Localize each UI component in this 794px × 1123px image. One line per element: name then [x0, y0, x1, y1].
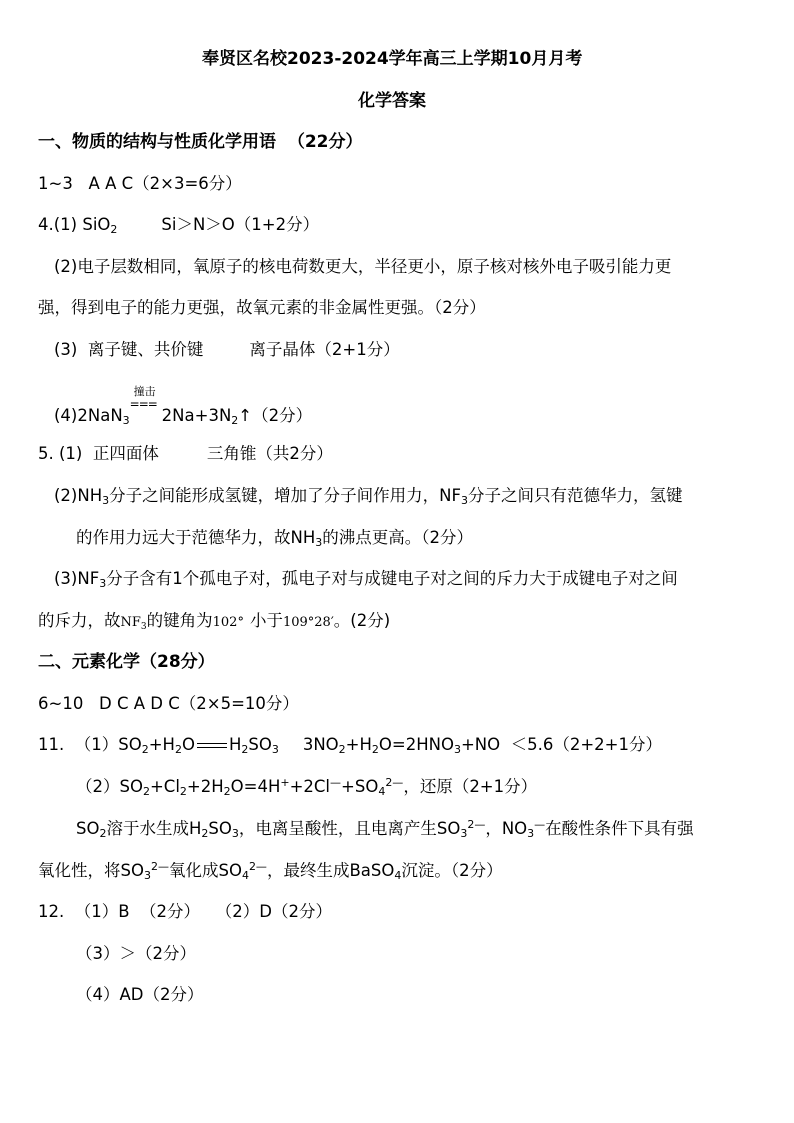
- subscript: 2: [179, 785, 187, 798]
- text: （2）SO: [76, 777, 143, 796]
- q4-3-crystal-type: 离子晶体（2+1分）: [249, 340, 400, 359]
- text: 3NO: [302, 735, 339, 754]
- subscript: 3: [527, 827, 535, 840]
- reaction-arrow-with-condition: [129, 385, 162, 427]
- text: SO: [208, 819, 232, 838]
- answer-q11-3-line2: [38, 860, 503, 882]
- subscript: 2: [338, 743, 346, 756]
- text: 小于: [249, 611, 283, 630]
- angle-value: 109°28′: [282, 615, 334, 630]
- text: 的斥力，故: [38, 611, 121, 630]
- text: O: [181, 735, 195, 754]
- answer-q5-3-line2: [38, 610, 390, 634]
- subscript: 3: [315, 536, 323, 549]
- subscript: 2: [141, 743, 149, 756]
- text: SO: [76, 819, 100, 838]
- text: (2)NH: [54, 486, 103, 505]
- subscript: 3: [140, 622, 147, 632]
- text: 11. （1）SO: [38, 735, 142, 754]
- answer-q11-2: [76, 776, 537, 798]
- text: +2H: [186, 777, 224, 796]
- text: 溶于水生成H: [106, 819, 202, 838]
- reaction-equals-sign: ===: [129, 397, 157, 411]
- text: +H: [148, 735, 175, 754]
- answer-q12-3: （3）＞（2分）: [76, 944, 196, 963]
- answer-q11-3-line1: [76, 818, 694, 840]
- angle-value: 102°: [212, 615, 244, 630]
- page-subtitle: 化学答案: [358, 91, 426, 111]
- text: ，电离呈酸性，且电离产生SO: [238, 819, 461, 838]
- subscript: 3: [460, 494, 468, 507]
- subscript: 3: [143, 869, 151, 882]
- q4-4-products: 2Na+3N: [161, 406, 232, 425]
- page-title: 奉贤区名校2023-2024学年高三上学期10月月考: [202, 49, 583, 69]
- subscript: 4: [394, 869, 402, 882]
- subscript: 3: [231, 827, 239, 840]
- subscript: 2: [371, 743, 379, 756]
- superscript: 2—: [467, 818, 486, 831]
- q5-1-shape-a: 5. (1) 正四面体: [38, 444, 159, 463]
- text: O=2HNO: [378, 735, 454, 754]
- superscript: 2—: [150, 860, 169, 873]
- text: +NO ＜5.6（2+2+1分）: [460, 735, 662, 754]
- subscript: 2: [223, 785, 231, 798]
- text: 。(2分): [333, 611, 391, 630]
- q4-3-bond-types: (3) 离子键、共价键: [54, 340, 204, 359]
- text: +H: [345, 735, 372, 754]
- subscript: 2: [231, 414, 239, 427]
- answer-q5-3-line1: [54, 568, 678, 590]
- text: 的沸点更高。（2分）: [322, 528, 473, 547]
- subscript: 3: [122, 414, 130, 427]
- q5-1-shape-b: 三角锥（共2分）: [206, 444, 333, 463]
- text: ，NO: [485, 819, 528, 838]
- text: +Cl: [149, 777, 180, 796]
- subscript: 2: [99, 827, 107, 840]
- text: NF: [120, 615, 141, 630]
- subscript: 2: [110, 223, 118, 236]
- answer-q11-1: [38, 734, 662, 756]
- superscript: 2—: [248, 860, 267, 873]
- q4-4-reactant: (4)2NaN: [54, 406, 123, 425]
- subscript: 3: [271, 743, 279, 756]
- text: 分子含有1个孤电子对，孤电子对与成键电子对之间的斥力大于成键电子对之间: [106, 569, 678, 588]
- subscript: 2: [201, 827, 209, 840]
- subscript: 4: [378, 785, 386, 798]
- text: 氧化成SO: [168, 861, 242, 880]
- section-2-heading: 二、元素化学（28分）: [38, 652, 215, 672]
- answer-q1-3: 1~3 A A C（2×3=6分）: [38, 174, 242, 193]
- text: (3)NF: [54, 569, 100, 588]
- text: 的键角为: [146, 611, 213, 630]
- text: O=4H: [230, 777, 281, 796]
- text: 分子之间只有范德华力，氢键: [467, 486, 683, 505]
- q4-4-score: ↑（2分）: [238, 406, 313, 425]
- text: H: [228, 735, 242, 754]
- subscript: 2: [174, 743, 182, 756]
- answer-q6-10: 6~10 D C A D C（2×5=10分）: [38, 694, 299, 713]
- answer-q5-1: [38, 443, 333, 465]
- superscript: 2—: [385, 776, 404, 789]
- superscript: —: [534, 818, 546, 831]
- answer-q5-2-line2: [76, 527, 473, 549]
- answer-q4-2-line2: 强，得到电子的能力更强，故氧元素的非金属性更强。（2分）: [38, 298, 486, 317]
- text: 分子之间能形成氢键，增加了分子间作用力，NF: [109, 486, 461, 505]
- answer-q12-4: （4）AD（2分）: [76, 985, 204, 1004]
- text: 氧化性，将SO: [38, 861, 144, 880]
- text: +SO: [341, 777, 379, 796]
- q4-1-order: Si＞N＞O（1+2分）: [161, 215, 320, 234]
- superscript: +: [280, 776, 290, 789]
- subscript: 2: [241, 743, 249, 756]
- answer-q5-2-line1: [54, 485, 682, 507]
- subscript: 4: [241, 869, 249, 882]
- text: ，最终生成BaSO: [266, 861, 395, 880]
- subscript: 3: [99, 577, 107, 590]
- text: 沉淀。（2分）: [401, 861, 503, 880]
- answer-q4-4-equation: [54, 385, 313, 427]
- text: ，还原（2+1分）: [403, 777, 538, 796]
- answer-q4-3: [54, 339, 400, 361]
- reaction-condition: 撞击: [133, 385, 156, 398]
- q4-1-formula: 4.(1) SiO: [38, 215, 111, 234]
- answer-q4-2-line1: (2)电子层数相同，氧原子的核电荷数更大，半径更小，原子核对核外电子吸引能力更: [54, 257, 672, 276]
- text: 在酸性条件下具有强: [545, 819, 694, 838]
- answer-q4-1: [38, 214, 319, 236]
- subscript: 3: [102, 494, 110, 507]
- superscript: —: [330, 776, 342, 789]
- text: +2Cl: [289, 777, 331, 796]
- text: SO: [248, 735, 272, 754]
- subscript: 3: [460, 827, 468, 840]
- answer-q12-1-2: 12. （1）B （2分） （2）D（2分）: [38, 902, 332, 921]
- subscript: 2: [142, 785, 150, 798]
- section-1-heading: 一、物质的结构与性质化学用语 （22分）: [38, 132, 363, 152]
- reversible-equals-sign: [197, 741, 227, 751]
- text: 的作用力远大于范德华力，故NH: [76, 528, 316, 547]
- subscript: 3: [453, 743, 461, 756]
